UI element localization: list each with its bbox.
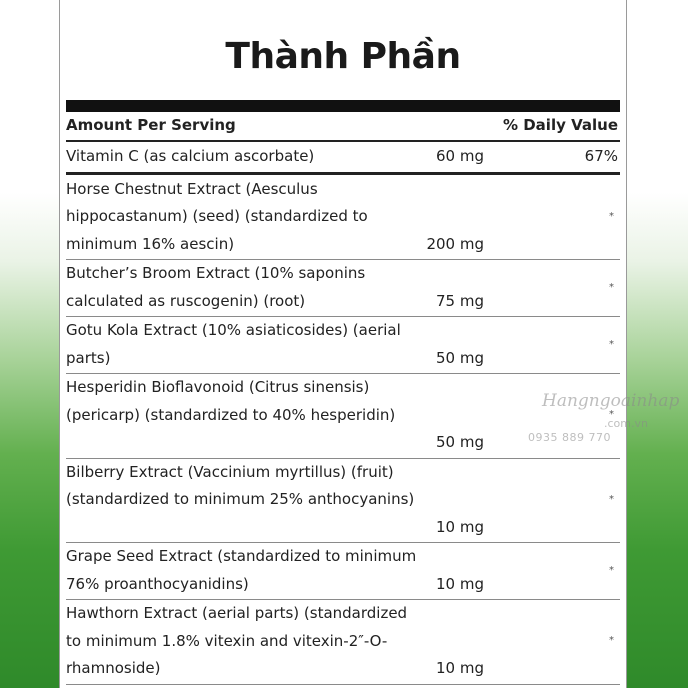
daily-value: 67% xyxy=(584,147,618,165)
table-row xyxy=(66,543,620,598)
ingredient-amount: 10 mg xyxy=(436,659,484,677)
ingredient-name-line: (pericarp) (standardized to 40% hesperidin) xyxy=(66,405,396,424)
ingredient-name-line xyxy=(66,429,476,457)
daily-value: * xyxy=(609,409,614,421)
ingredient-name-line: Butcher’s Broom Extract (10% saponins xyxy=(66,264,366,282)
ingredient-name-line: parts) xyxy=(66,348,111,367)
ingredient-name xyxy=(66,459,476,542)
ingredient-name-line xyxy=(66,514,476,542)
watermark-phone: 0935 889 770 xyxy=(528,431,611,444)
daily-value: * xyxy=(609,635,614,647)
ingredient-name-line: Hesperidin Bioflavonoid (Citrus sinensis) xyxy=(66,378,370,396)
ingredient-name-line: Horse Chestnut Extract (Aesculus xyxy=(66,179,318,198)
ingredient-name-line: rhamnoside) xyxy=(66,659,161,677)
table-row xyxy=(66,260,620,315)
ingredient-amount: 10 mg xyxy=(436,574,484,593)
table-row xyxy=(66,459,620,542)
table-row xyxy=(66,143,620,171)
ingredient-name-line: hippocastanum) (seed) (standardized to xyxy=(66,207,368,225)
daily-value-label: % Daily Value xyxy=(502,116,618,134)
ingredient-name-line: 76% proanthocyanidins) xyxy=(66,574,249,593)
ingredient-amount: 50 mg xyxy=(436,433,484,451)
daily-value: * xyxy=(609,564,614,576)
row-divider xyxy=(66,684,620,685)
daily-value: * xyxy=(609,493,614,505)
table-header xyxy=(66,116,620,138)
ingredient-name xyxy=(66,543,476,598)
watermark-domain: .com.vn xyxy=(604,417,648,430)
table-row xyxy=(66,600,620,683)
ingredient-name-line: minimum 16% aescin) xyxy=(66,234,235,253)
ingredient-name xyxy=(66,260,476,315)
ingredient-name-line: to minimum 1.8% vitexin and vitexin-2″-O- xyxy=(66,631,388,650)
ingredient-name-line: Bilberry Extract (Vaccinium myrtillus) (fruit) xyxy=(66,462,394,481)
amount-per-serving-label: Amount Per Serving xyxy=(66,116,236,134)
ingredient-amount: 75 mg xyxy=(436,291,484,310)
ingredient-amount: 10 mg xyxy=(436,517,484,536)
ingredient-amount: 200 mg xyxy=(426,234,484,253)
watermark xyxy=(520,345,680,455)
ingredient-amount: 50 mg xyxy=(436,348,484,367)
ingredient-name-line: Hawthorn Extract (aerial parts) (standardized xyxy=(66,604,408,622)
row-divider xyxy=(66,172,620,175)
ingredient-name-line: Grape Seed Extract (standardized to minimum xyxy=(66,547,417,565)
daily-value: * xyxy=(609,281,614,293)
header-rule xyxy=(66,140,620,142)
top-thick-rule xyxy=(66,100,620,112)
ingredient-amount: 60 mg xyxy=(436,147,484,165)
daily-value: * xyxy=(609,210,614,222)
table-row xyxy=(66,176,620,259)
ingredient-name xyxy=(66,600,476,683)
watermark-brand: Hangngoainhap xyxy=(542,391,680,411)
ingredient-name-line: (standardized to minimum 25% anthocyanins) xyxy=(66,490,415,508)
ingredient-name-line: calculated as ruscogenin) (root) xyxy=(66,291,306,310)
ingredient-name-line: Gotu Kola Extract (10% asiaticosides) (aerial xyxy=(66,321,401,339)
ingredient-name xyxy=(66,176,476,259)
ingredient-name xyxy=(66,317,476,372)
supplement-facts-panel xyxy=(59,0,627,688)
ingredient-name xyxy=(66,143,476,171)
page-title: Thành Phần xyxy=(225,36,461,77)
ingredient-name xyxy=(66,374,476,457)
daily-value: * xyxy=(609,338,614,350)
ingredient-name-line: Vitamin C (as calcium ascorbate) xyxy=(66,147,315,165)
